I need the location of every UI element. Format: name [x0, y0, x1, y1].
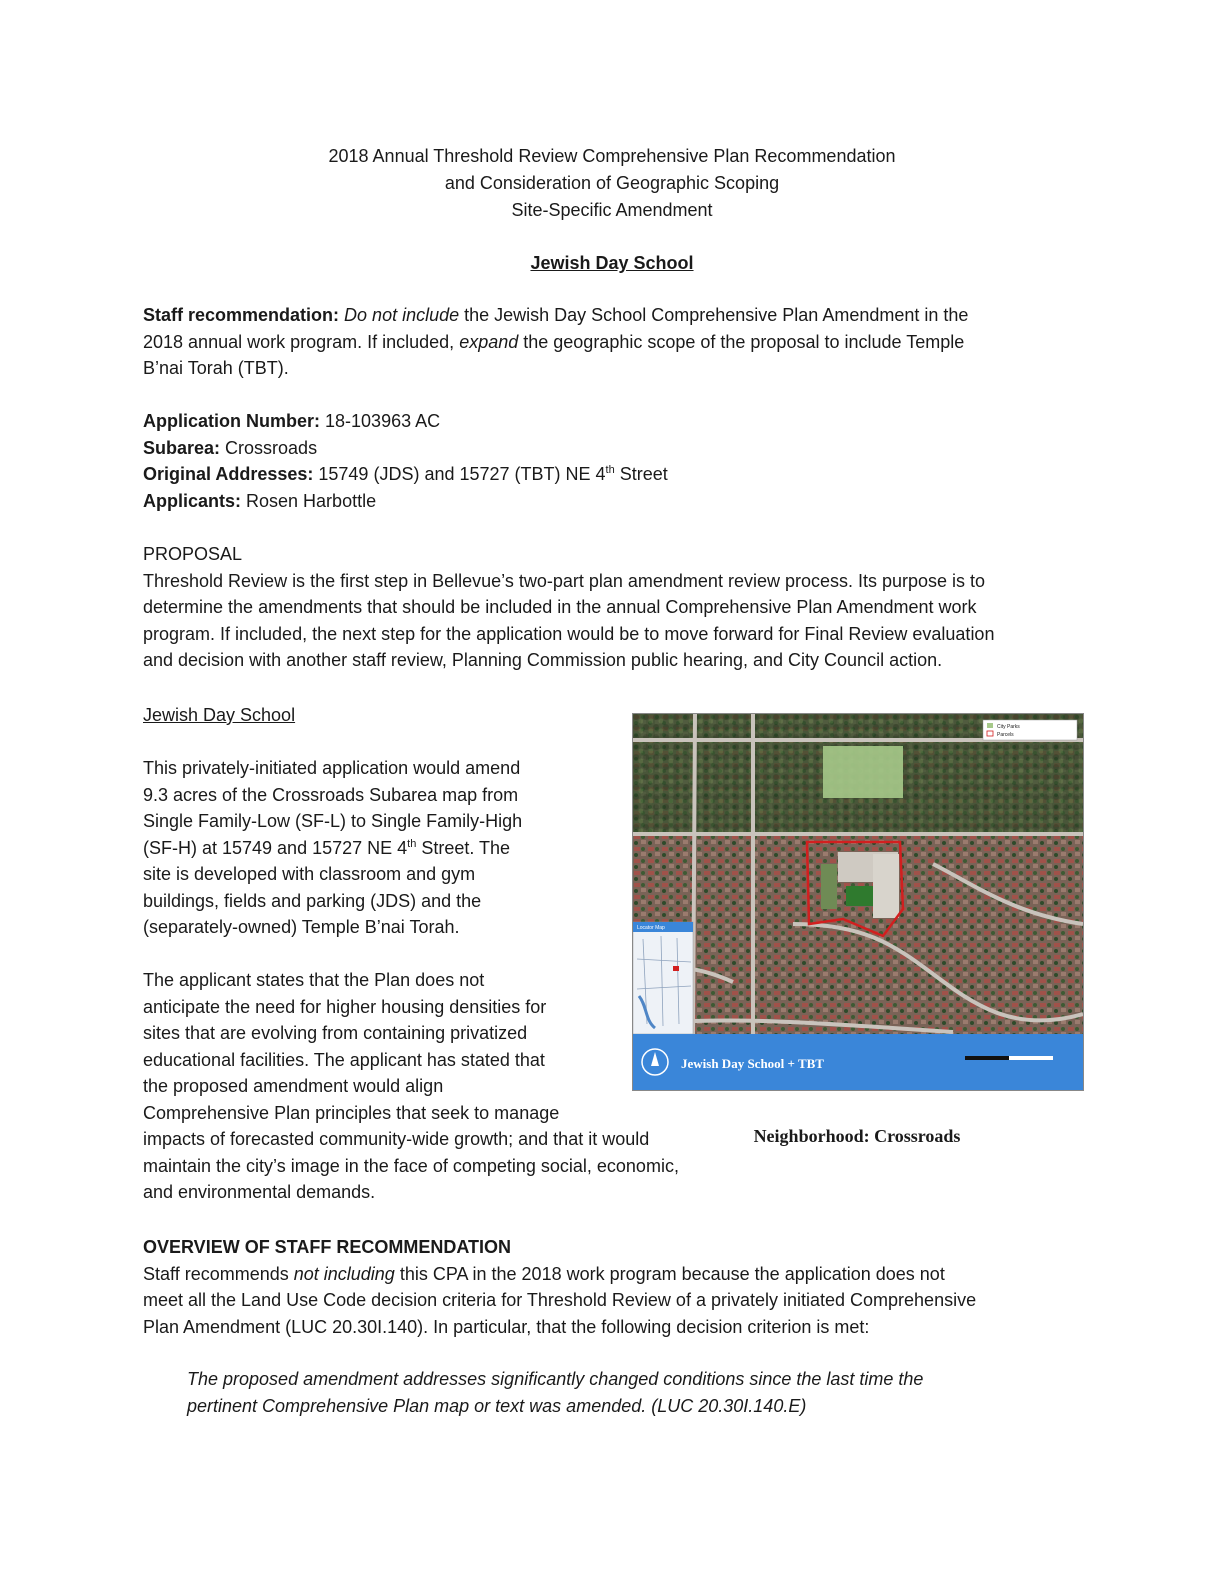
subarea: Subarea: Crossroads [143, 437, 318, 458]
legend-city-parks: City Parks [997, 724, 1020, 730]
header-line-1: 2018 Annual Threshold Review Comprehensive Plan Recommendation [328, 146, 896, 166]
header-line-3: Site-Specific Amendment [511, 200, 713, 220]
application-number: Application Number: 18-103963 AC [143, 411, 441, 431]
proposal-heading: PROPOSAL [143, 544, 243, 564]
overview-section: OVERVIEW OF STAFF RECOMMENDATION Staff recommends not including this CPA in the 2018 work program because the application does not meet all the Land Use Code decision criteria for Threshold Review of a privately initiated Comprehensive Plan Amendment (LUC 20.30I.140). In particular, that the following decision criterion is met: [143, 1234, 1103, 1340]
legend-parcels: Parcels [997, 732, 1014, 738]
application-info [143, 408, 1043, 514]
map-caption: Neighborhood: Crossroads [753, 1126, 961, 1146]
applicants: Applicants: Rosen Harbottle [143, 490, 377, 511]
original-addresses: Original Addresses: 15749 (JDS) and 15727 (TBT) NE 4th Street [143, 464, 668, 484]
overview-heading: OVERVIEW OF STAFF RECOMMENDATION [143, 1237, 511, 1257]
map-scale-bar [965, 1056, 1053, 1060]
header-line-2: and Consideration of Geographic Scoping [444, 173, 780, 193]
staff-recommendation-label: Staff recommendation: [143, 305, 340, 325]
aerial-site-map [632, 713, 1084, 1091]
map-banner-title: Jewish Day School + TBT [681, 1056, 824, 1071]
decision-criterion-quote: The proposed amendment addresses significantly changed conditions since the last time the pertinent Comprehensive Plan map or text was amended. (LUC 20.30I.140.E) [187, 1369, 924, 1416]
proposal-section: PROPOSAL Threshold Review is the first step in Bellevue’s two-part plan amendment review process. Its purpose is to determine the amendments that should be included in the annual Comprehensive Plan Amendment work program. If included, the next step for the application would be to move forward for Final Review evaluation and decision with another staff review, Planning Commission public hearing, and City Council action. [143, 541, 1118, 674]
aerial-map-graphic [633, 714, 1083, 1090]
jds-paragraph-2: The applicant states that the Plan does not anticipate the need for higher housing densities for sites that are evolving from containing privatized educational facilities. The applicant has stated that the proposed amendment would align Comprehensive Plan principles that seek to manage impacts of forecasted community-wide growth; and that it would maintain the city’s image in the face of competing social, economic, and environmental demands. [143, 970, 679, 1202]
jds-paragraph-1: This privately-initiated application would amend 9.3 acres of the Crossroads Subarea map from Single Family-Low (SF-L) to Single Family-High (SF-H) at 15749 and 15727 NE 4th Street. The site is developed with classroom and gym buildings, fields and parking (JDS) and the (separately-owned) Temple B’nai Torah. [143, 758, 523, 937]
city-park-area [823, 746, 903, 798]
locator-map-label: Locator Map [637, 925, 665, 931]
document-title: Jewish Day School [530, 253, 694, 273]
staff-recommendation: Staff recommendation: Do not include the Jewish Day School Comprehensive Plan Amendment in the 2018 annual work program. If included, expand the geographic scope of the proposal to include Temple B’nai Torah (TBT). [143, 305, 969, 378]
jds-subheading: Jewish Day School [143, 705, 296, 725]
